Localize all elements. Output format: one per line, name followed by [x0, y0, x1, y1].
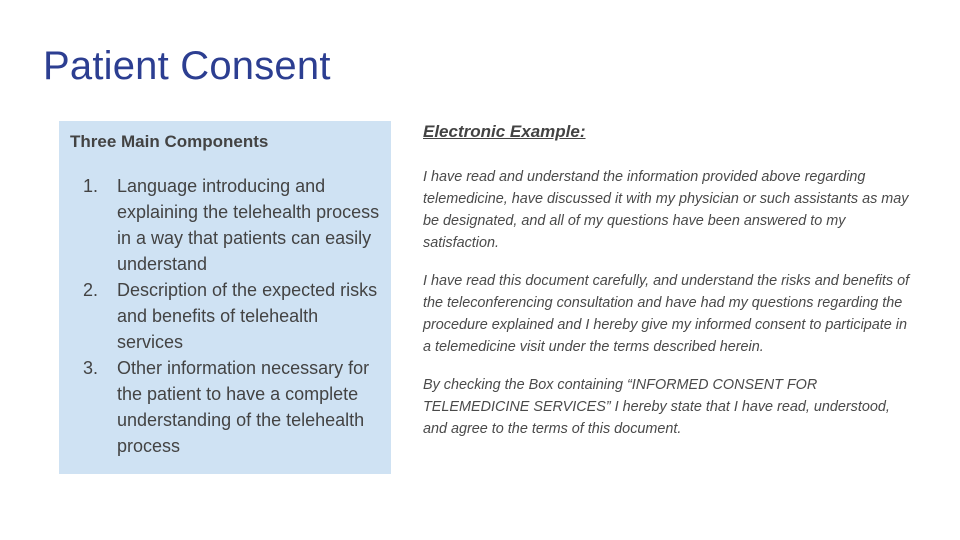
list-item-text: Other information necessary for the patient to have a complete understanding of the telehealth process: [117, 358, 370, 456]
list-item-text: Description of the expected risks and benefits of telehealth services: [117, 280, 378, 352]
list-item: [70, 277, 391, 355]
example-paragraph: I have read this document carefully, and understand the risks and benefits of the teleconferencing consultation and have had my questions regarding the procedure explained and I hereby give my informed consent to participate in a telemedicine visit under the terms described herein.: [423, 273, 910, 355]
example-paragraph: By checking the Box containing “INFORMED CONSENT FOR TELEMEDICINE SERVICES” I hereby state that I have read, understood, and agree to the terms of this document.: [423, 377, 890, 437]
example-paragraph: I have read and understand the information provided above regarding telemedicine, have discussed it with my physician or such assistants as may be designated, and all of my questions have been answered to my satisfaction.: [423, 169, 909, 251]
list-item: [70, 355, 391, 459]
list-item-text: Language introducing and explaining the telehealth process in a way that patients can easily understand: [117, 176, 380, 274]
list-item-number: 2.: [83, 280, 99, 300]
components-heading: Three Main Components: [70, 132, 269, 151]
electronic-example: [423, 120, 913, 440]
list-item-number: 1.: [83, 176, 99, 196]
list-item: [70, 173, 391, 277]
components-list: [70, 173, 391, 459]
list-item-number: 3.: [83, 358, 99, 378]
example-heading: Electronic Example:: [423, 122, 586, 141]
slide-title: Patient Consent: [43, 44, 331, 88]
components-box: [59, 121, 391, 474]
